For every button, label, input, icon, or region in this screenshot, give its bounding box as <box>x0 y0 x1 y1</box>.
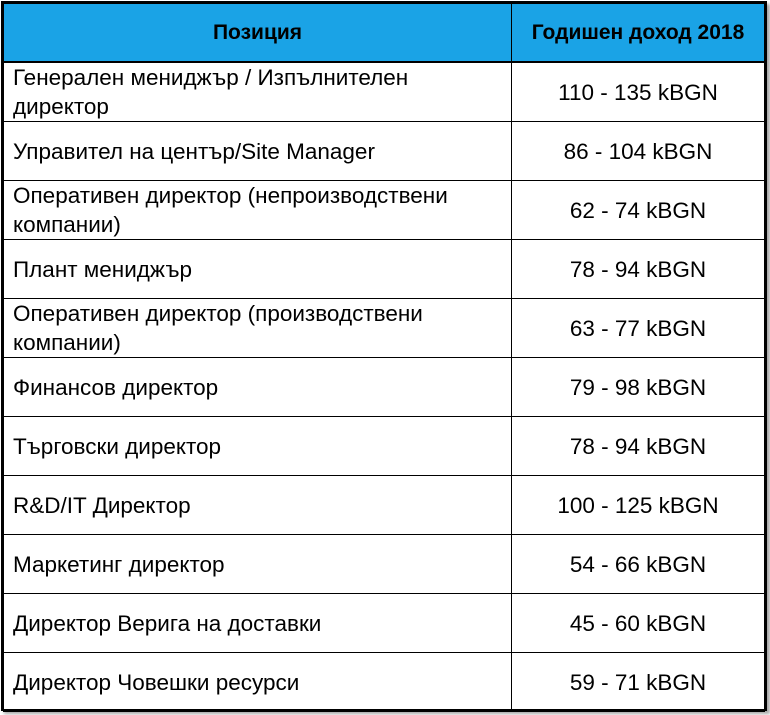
table-row <box>4 122 765 181</box>
cell-position: Търговски директор <box>4 417 512 476</box>
cell-position: R&D/IT Директор <box>4 476 512 535</box>
cell-position: Оперативен директор (непроизводствени компании) <box>4 181 512 240</box>
table-row <box>4 358 765 417</box>
table-row <box>4 417 765 476</box>
cell-position: Управител на център/Site Manager <box>4 122 512 181</box>
table-row <box>4 535 765 594</box>
header-position: Позиция <box>4 4 512 63</box>
cell-income: 79 - 98 kBGN <box>512 358 765 417</box>
cell-position: Директор Човешки ресурси <box>4 653 512 712</box>
table-row <box>4 181 765 240</box>
table-row <box>4 653 765 712</box>
cell-income: 59 - 71 kBGN <box>512 653 765 712</box>
cell-position: Маркетинг директор <box>4 535 512 594</box>
cell-income: 78 - 94 kBGN <box>512 417 765 476</box>
cell-income: 100 - 125 kBGN <box>512 476 765 535</box>
cell-income: 63 - 77 kBGN <box>512 299 765 358</box>
salary-table <box>3 3 765 712</box>
cell-income: 110 - 135 kBGN <box>512 62 765 122</box>
table-row <box>4 62 765 122</box>
header-income: Годишен доход 2018 <box>512 4 765 63</box>
table-row <box>4 594 765 653</box>
cell-income: 86 - 104 kBGN <box>512 122 765 181</box>
table-row <box>4 476 765 535</box>
cell-income: 54 - 66 kBGN <box>512 535 765 594</box>
cell-position: Директор Верига на доставки <box>4 594 512 653</box>
cell-position: Плант мениджър <box>4 240 512 299</box>
table-row <box>4 299 765 358</box>
cell-position: Генерален мениджър / Изпълнителен директор <box>4 62 512 122</box>
cell-position: Финансов директор <box>4 358 512 417</box>
cell-income: 62 - 74 kBGN <box>512 181 765 240</box>
cell-income: 78 - 94 kBGN <box>512 240 765 299</box>
table-header-row <box>4 4 765 63</box>
cell-position: Оперативен директор (производствени компании) <box>4 299 512 358</box>
cell-income: 45 - 60 kBGN <box>512 594 765 653</box>
salary-table-container <box>1 1 767 711</box>
table-row <box>4 240 765 299</box>
